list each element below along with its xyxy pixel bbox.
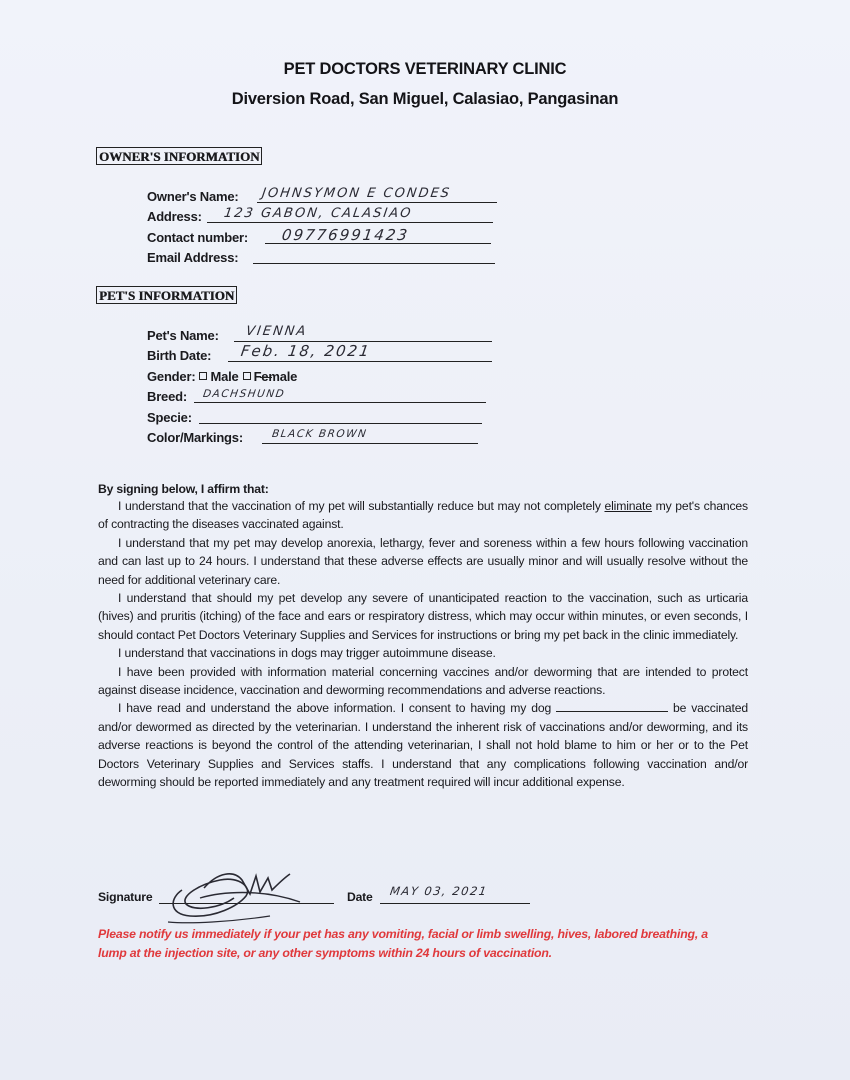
gender-female-checkbox[interactable] [243, 372, 251, 380]
email-label: Email Address: [147, 250, 239, 265]
specie-label: Specie: [147, 410, 192, 425]
affirmation-paragraph-1 [98, 497, 748, 534]
p6-text-a: I have read and understand the above information. I consent to having my dog [118, 701, 557, 716]
handwritten-signature [160, 862, 310, 928]
affirmation-paragraph-2: I understand that my pet may develop anorexia, lethargy, fever and soreness within a few hours following vaccination and can last up to 24 hours. I understand that these adverse effects are usually minor and will usually resolve without the need for additional veterinary care. [98, 535, 748, 587]
dog-name-blank[interactable] [556, 701, 668, 712]
color-line [262, 443, 478, 444]
gender-field [147, 369, 297, 384]
contact-label: Contact number: [147, 230, 249, 245]
p6-text-b: be vaccinated and/or dewormed as directed by the veterinarian. I understand the inherent risk of vaccinations and/or deworming, and its adverse reactions is beyond the control of the attending veterinarian, I shall not hold blame to him or her or to the Pet Doctors Veterinary Supplies and Services staffs. I understand that any complications following vaccination and/or deworming should be reported immediately and any treatment required will incur additional expense. [98, 701, 749, 790]
affirmation-paragraph-5: I have been provided with information material concerning vaccines and/or deworming that are intended to protect against disease incidence, vaccination and deworming recommendations and adverse reactions. [98, 664, 748, 698]
pet-section-title: PET'S INFORMATION [96, 286, 237, 304]
color-value[interactable]: BLACK BROWN [271, 428, 369, 440]
address-label: Address: [147, 209, 202, 224]
signature-label: Signature [98, 890, 153, 904]
birth-date-value[interactable]: Feb. 18, 2021 [239, 342, 372, 360]
date-line [380, 903, 530, 904]
p1-text-b: my pet's chances of contracting the diseases vaccinated against. [98, 499, 748, 532]
affirmation-paragraph-6 [98, 699, 748, 791]
contact-value[interactable]: 09776991423 [280, 226, 411, 244]
clinic-address: Diversion Road, San Miguel, Calasiao, Pangasinan [231, 90, 619, 108]
affirmation-heading: By signing below, I affirm that: [98, 482, 269, 496]
breed-line [194, 402, 486, 403]
address-value[interactable]: 123 GABON, CALASIAO [222, 206, 414, 221]
affirmation-paragraph-4: I understand that vaccinations in dogs may trigger autoimmune disease. [118, 646, 496, 661]
gender-male-label: Male [210, 369, 239, 384]
date-value[interactable]: MAY 03, 2021 [389, 884, 489, 898]
birth-date-label: Birth Date: [147, 348, 212, 363]
breed-value[interactable]: DACHSHUND [202, 388, 287, 400]
breed-label: Breed: [147, 389, 187, 404]
owner-name-value[interactable]: JOHNSYMON E CONDES [260, 186, 452, 201]
owner-name-label: Owner's Name: [147, 189, 239, 204]
female-check-mark [260, 377, 272, 378]
pet-name-label: Pet's Name: [147, 328, 219, 343]
owner-section-title: OWNER'S INFORMATION [96, 147, 262, 165]
clinic-name: PET DOCTORS VETERINARY CLINIC [283, 60, 567, 78]
birth-date-line [228, 361, 492, 362]
address-line [207, 222, 493, 223]
color-label: Color/Markings: [147, 430, 243, 445]
gender-female-label: Female [253, 369, 298, 384]
email-line [253, 263, 495, 264]
p1-text-a: I understand that the vaccination of my pet will substantially reduce but may not completely [118, 499, 605, 513]
gender-label: Gender: [147, 369, 196, 384]
gender-male-checkbox[interactable] [199, 372, 207, 380]
affirmation-body [98, 497, 748, 792]
owner-name-line [257, 202, 497, 203]
affirmation-paragraph-3: I understand that should my pet develop any severe of unanticipated reaction to the vaccination, such as urticaria (hives) and pruritis (itching) of the face and ears or respiratory distress, which may occur within minutes, or even seconds, I should contact Pet Doctors Veterinary Supplies and Services for instructions or bring my pet back in the clinic immediately. [98, 591, 748, 642]
pet-name-value[interactable]: VIENNA [244, 324, 309, 339]
specie-line [199, 423, 482, 424]
date-label: Date [347, 890, 373, 904]
post-vaccination-notice: Please notify us immediately if your pet has any vomiting, facial or limb swelling, hives, labored breathing, a lump at the injection site, or any other symptoms within 24 hours of vaccination. [98, 927, 708, 960]
p1-underlined: eliminate [604, 499, 652, 513]
